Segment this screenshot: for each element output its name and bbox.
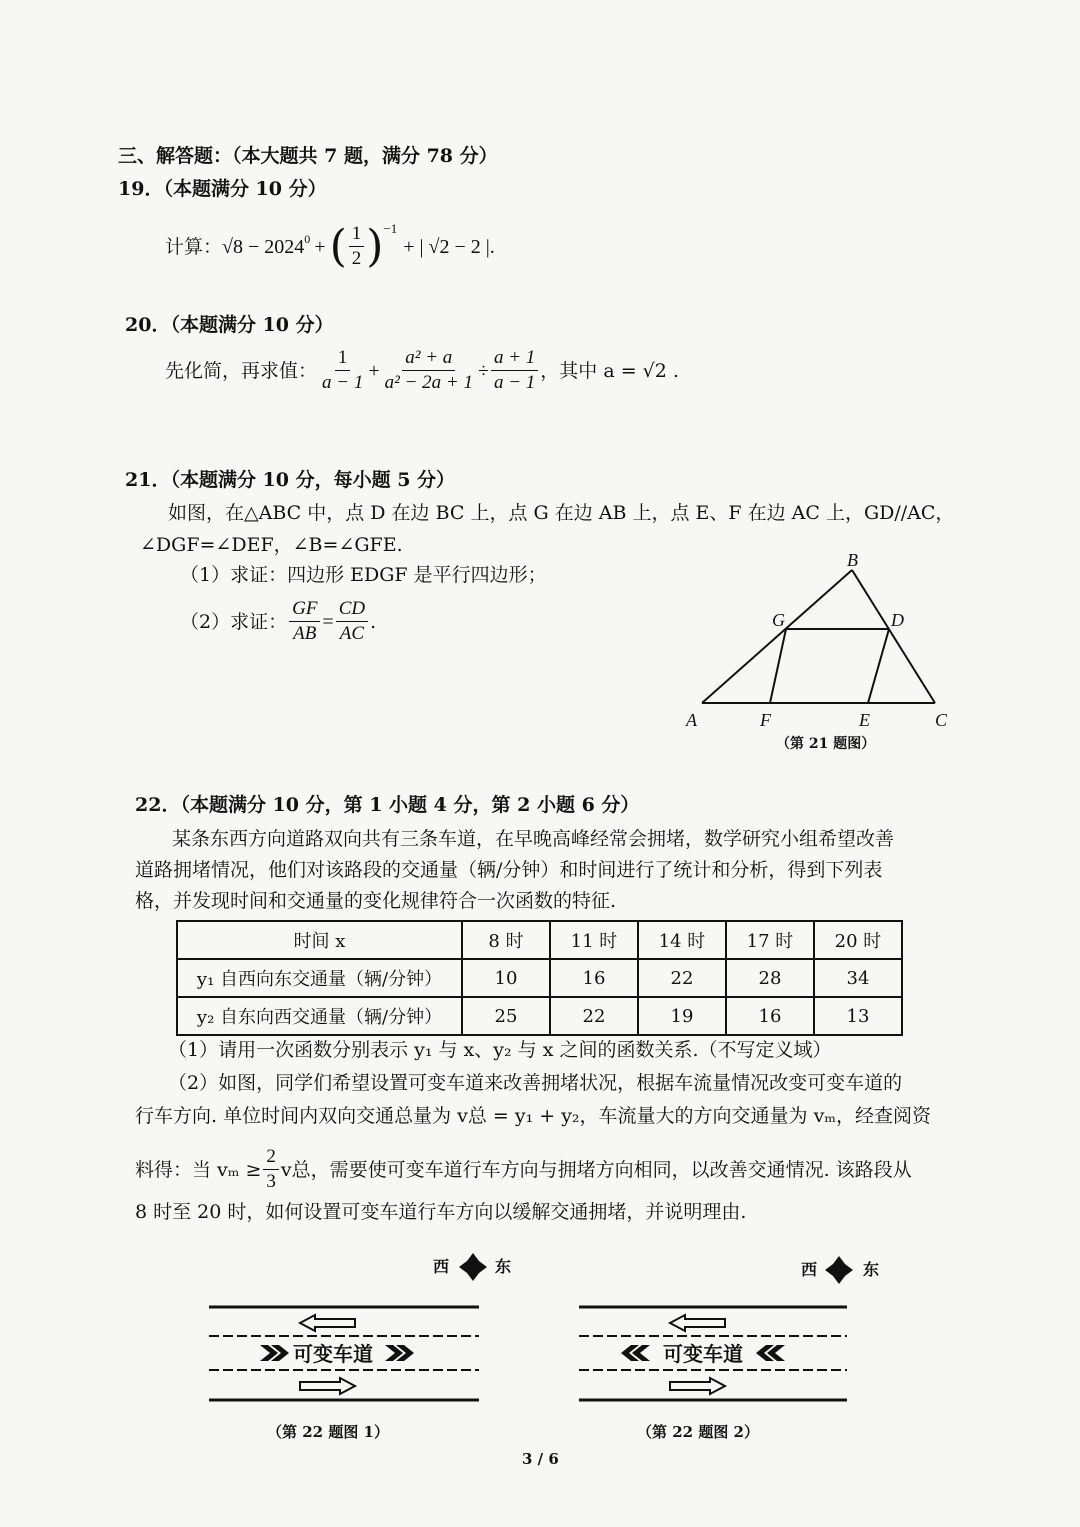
q19-frac-num: 1 bbox=[349, 222, 365, 247]
fig1-west-label: 西 bbox=[433, 1257, 450, 1276]
q20-op2: ÷ bbox=[477, 359, 489, 382]
table-cell: 28 bbox=[726, 959, 814, 997]
table-cell: y₂ 自东向西交通量（辆/分钟） bbox=[177, 997, 462, 1035]
q21-figure bbox=[680, 548, 960, 758]
q22-intro1: 某条东西方向道路双向共有三条车道，在早晚高峰经常会拥堵，数学研究小组希望改善 bbox=[172, 828, 895, 850]
q20-frac2-num: a² + a bbox=[402, 346, 455, 371]
q22-frac-den: 3 bbox=[266, 1171, 276, 1192]
label-d: D bbox=[891, 610, 904, 630]
q22-frac bbox=[263, 1145, 279, 1194]
q20-frac3-num: a + 1 bbox=[491, 346, 538, 371]
q20-frac1-num: 1 bbox=[335, 346, 351, 371]
table-cell: 17 时 bbox=[726, 921, 814, 959]
q22-part2-3a: 料得：当 vₘ ≥ bbox=[135, 1158, 262, 1181]
q22-intro2: 道路拥堵情况，他们对该路段的交通量（辆/分钟）和时间进行了统计和分析，得到下列表 bbox=[135, 859, 883, 881]
table-cell: 13 bbox=[814, 997, 902, 1035]
q21-header: 21．（本题满分 10 分，每小题 5 分） bbox=[125, 469, 456, 491]
q19-frac bbox=[349, 222, 365, 271]
q19-paren-left: ( bbox=[329, 220, 347, 272]
fig2-east-label: 东 bbox=[863, 1260, 880, 1279]
q20-frac1 bbox=[319, 346, 366, 395]
q19-header: 19．（本题满分 10 分） bbox=[118, 178, 327, 200]
q21-part2-prefix: （2）求证： bbox=[180, 610, 288, 633]
q21-frac2-num: CD bbox=[336, 597, 368, 622]
q21-frac1-num: GF bbox=[289, 597, 320, 622]
page-number: 3 / 6 bbox=[522, 1450, 559, 1468]
table-cell: 16 bbox=[550, 959, 638, 997]
q20-tail: ，其中 a = √2 . bbox=[540, 359, 679, 382]
q20-frac3 bbox=[491, 346, 538, 395]
table-cell: 8 时 bbox=[462, 921, 550, 959]
q22-part2-line3 bbox=[135, 1145, 912, 1194]
q19-exp-neg1: −1 bbox=[383, 220, 398, 236]
q20-frac1-den: a − 1 bbox=[322, 372, 364, 393]
q21-text2: ∠DGF=∠DEF，∠B=∠GFE. bbox=[140, 534, 403, 556]
q21-frac1-den: AB bbox=[293, 623, 317, 644]
q21-part2 bbox=[180, 597, 376, 646]
q21-part1: （1）求证：四边形 EDGF 是平行四边形； bbox=[180, 564, 547, 586]
label-b: B bbox=[847, 550, 858, 570]
compass-icon bbox=[825, 1256, 853, 1284]
table-cell: y₁ 自西向东交通量（辆/分钟） bbox=[177, 959, 462, 997]
fig1-caption: （第 22 题图 1） bbox=[267, 1423, 389, 1441]
q21-text1: 如图，在△ABC 中，点 D 在边 BC 上，点 G 在边 AB 上，点 E、F 在边 AC 上，GD//AC， bbox=[168, 502, 955, 524]
fig2-lane-label: 可变车道 bbox=[663, 1342, 743, 1366]
q22-part2-3b: v总，需要使可变车道行车方向与拥堵方向相同，以改善交通情况. 该路段从 bbox=[280, 1158, 912, 1181]
q19-expression bbox=[165, 222, 495, 271]
q19-plus: + bbox=[314, 235, 326, 258]
table-cell: 时间 x bbox=[177, 921, 462, 959]
fig2-west-label: 西 bbox=[801, 1260, 818, 1279]
fig1-east-label: 东 bbox=[495, 1257, 512, 1276]
side-ab bbox=[702, 570, 852, 703]
q21-frac2-den: AC bbox=[339, 623, 365, 644]
q20-frac3-den: a − 1 bbox=[493, 372, 536, 393]
arrow-right-icon bbox=[300, 1378, 355, 1394]
q20-header: 20．（本题满分 10 分） bbox=[125, 314, 334, 336]
q22-figure-1 bbox=[205, 1245, 512, 1445]
table-cell: 16 bbox=[726, 997, 814, 1035]
compass-icon bbox=[459, 1253, 487, 1281]
arrow-left-icon bbox=[300, 1315, 355, 1331]
side-bc bbox=[852, 570, 935, 703]
q22-frac-num: 2 bbox=[263, 1145, 279, 1170]
label-a: A bbox=[686, 710, 697, 730]
q19-prompt: 计算： bbox=[165, 235, 223, 258]
traffic-table bbox=[176, 920, 903, 1036]
label-e: E bbox=[859, 710, 870, 730]
table-cell: 10 bbox=[462, 959, 550, 997]
table-cell: 22 bbox=[550, 997, 638, 1035]
q21-eq: = bbox=[322, 610, 334, 633]
segment-de bbox=[868, 629, 889, 703]
fig1-lane-label: 可变车道 bbox=[293, 1342, 373, 1366]
label-f: F bbox=[760, 710, 771, 730]
q21-figure-caption: （第 21 题图） bbox=[776, 736, 876, 752]
label-c: C bbox=[935, 710, 948, 730]
q19-expr-a: √8 − 2024 bbox=[222, 235, 305, 258]
section-title: 三、解答题：（本大题共 7 题，满分 78 分） bbox=[118, 145, 498, 167]
q19-paren-right: ) bbox=[366, 220, 384, 272]
arrow-left-icon bbox=[670, 1315, 725, 1331]
q21-frac1 bbox=[289, 597, 320, 646]
q20-frac2-den: a² − 2a + 1 bbox=[384, 372, 473, 393]
fig2-caption: （第 22 题图 2） bbox=[637, 1423, 759, 1441]
q19-exp0: 0 bbox=[304, 231, 311, 246]
q22-part2-line4: 8 时至 20 时，如何设置可变车道行车方向以缓解交通拥堵，并说明理由. bbox=[135, 1201, 747, 1223]
table-cell: 20 时 bbox=[814, 921, 902, 959]
table-cell: 34 bbox=[814, 959, 902, 997]
q22-part1: （1）请用一次函数分别表示 y₁ 与 x、y₂ 与 x 之间的函数关系.（不写定义域） bbox=[168, 1039, 832, 1061]
q21-frac2 bbox=[336, 597, 368, 646]
q21-part2-end: . bbox=[370, 610, 377, 633]
table-cell: 25 bbox=[462, 997, 550, 1035]
table-cell: 19 bbox=[638, 997, 726, 1035]
table-cell: 22 bbox=[638, 959, 726, 997]
q22-figure-2 bbox=[575, 1245, 880, 1445]
q20-prompt: 先化简，再求值： bbox=[165, 359, 318, 382]
q22-part2-line2: 行车方向. 单位时间内双向交通总量为 v总 = y₁ + y₂，车流量大的方向交通量为 vₘ，经查阅资 bbox=[135, 1105, 931, 1127]
table-cell: 11 时 bbox=[550, 921, 638, 959]
table-cell: 14 时 bbox=[638, 921, 726, 959]
table-header-row bbox=[177, 921, 902, 959]
q20-frac2 bbox=[382, 346, 476, 395]
q22-intro3: 格，并发现时间和交通量的变化规律符合一次函数的特征. bbox=[135, 890, 617, 912]
q22-header: 22．（本题满分 10 分，第 1 小题 4 分，第 2 小题 6 分） bbox=[135, 794, 640, 816]
q20-expression bbox=[165, 346, 679, 395]
table-row bbox=[177, 997, 902, 1035]
q19-frac-den: 2 bbox=[351, 248, 362, 269]
table-row bbox=[177, 959, 902, 997]
arrow-right-icon bbox=[670, 1378, 725, 1394]
q19-expr-b: + | √2 − 2 |. bbox=[403, 235, 495, 258]
q20-op1: + bbox=[368, 359, 380, 382]
q22-part2-line1: （2）如图，同学们希望设置可变车道来改善拥堵状况，根据车流量情况改变可变车道的 bbox=[168, 1072, 903, 1094]
label-g: G bbox=[772, 610, 785, 630]
